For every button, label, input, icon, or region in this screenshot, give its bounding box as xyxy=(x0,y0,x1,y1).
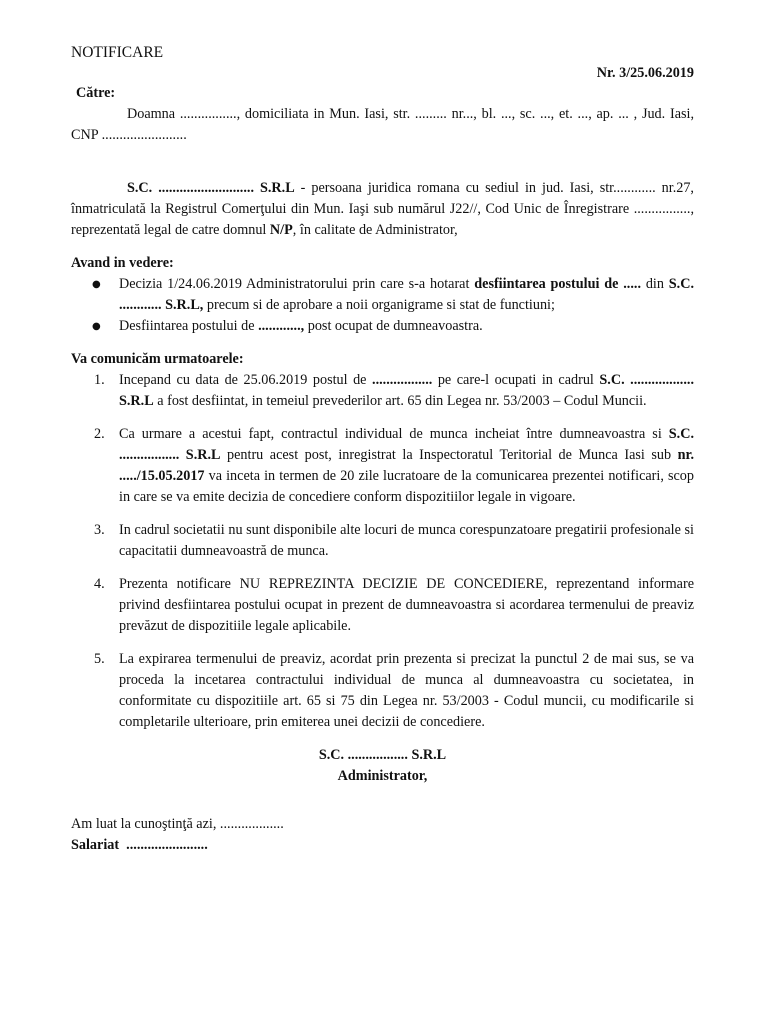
list-item: ● Decizia 1/24.06.2019 Administratorului prin care s-a hotarat desfiintarea postului de ..... din S.C. ............ S.R.L, precum si de aprobare a noii organigrame si stat de functiuni; xyxy=(92,276,695,313)
document-title: NOTIFICARE xyxy=(71,44,164,61)
acknowledgement-line: Am luat la cunoştinţă azi, .................. xyxy=(71,816,284,832)
list-item: 3. In cadrul societatii nu sunt disponibile alte locuri de munca corespunzatoare pregatirii profesionale si capacitatii dumneavoastră de munca. xyxy=(94,522,694,559)
employee-signature-dots: ....................... xyxy=(126,837,208,853)
representative-role: , în calitate de Administrator, xyxy=(292,222,458,238)
company-paragraph xyxy=(71,178,694,241)
recipient-label: Către: xyxy=(76,85,116,101)
document-number: Nr. 3/25.06.2019 xyxy=(596,65,694,81)
list-item: 5. La expirarea termenului de preaviz, acordat prin prezenta si precizat la punctul 2 de mai sus, se va proceda la incetarea contractului individual de munca al dumneavoastra cu societatea, in conformitate cu dispozitiile art. 65 si 75 din Legea nr. 53/2003 - Codul muncii, cu modificarile si completarile ulterioare, prin emiterea unei decizii de concediere. xyxy=(94,651,694,730)
company-details: - persoana juridica romana cu sediul in jud. Iasi, str............ nr.27, înmatriculată la Registrul Comerţului din Mun. Iaşi sub numărul J22//, Cod Unic de Înregistrare ................, reprezentată legal de catre domnul xyxy=(71,180,694,238)
spacer xyxy=(71,166,694,178)
signature-company: S.C. ................. S.R.L xyxy=(318,747,447,763)
list-item: 1. Incepand cu data de 25.06.2019 postul de ................. pe care-l ocupati in cadrul S.C. .................. S.R.L a fost desfiintat, in temeiul prevederilor art. 65 din Legea nr. 53/2003 – Codul Muncii. xyxy=(94,372,694,409)
addressee-text: Doamna ................, domiciliata in Mun. Iasi, str. ......... nr..., bl. ..., sc. ..., et. ..., ap. ... , Jud. Iasi, CNP ........................ xyxy=(71,106,694,143)
considering-heading: Avand in vedere: xyxy=(71,255,174,271)
employee-signature-line xyxy=(71,835,694,856)
addressee-paragraph xyxy=(71,104,694,146)
representative-name: N/P xyxy=(269,222,293,238)
considering-list xyxy=(71,274,694,337)
signature-role: Administrator, xyxy=(337,768,428,784)
spacer xyxy=(71,146,694,166)
communication-list xyxy=(71,370,694,733)
communication-heading: Va comunicăm urmatoarele: xyxy=(71,351,244,367)
list-item: 2. Ca urmare a acestui fapt, contractul individual de munca incheiat între dumneavoastra si S.C. ................. S.R.L pentru acest post, inregistrat la Inspectoratul Teritorial de Munca Iasi sub nr. ...../15.05.2017 va inceta in termen de 20 zile lucratoare de la comunicarea prezentei notificari, scop in care se va emite decizia de concediere conform dispozitiilor legale in vigoare. xyxy=(94,426,695,505)
employee-label: Salariat xyxy=(71,837,120,853)
list-item: 4. Prezenta notificare NU REPREZINTA DECIZIE DE CONCEDIERE, reprezentand informare privind desfiintarea postului ocupat in prezent de dumneavoastra si acordarea termenului de preaviz prevăzut de dispozitiile legale aplicabile. xyxy=(94,576,694,634)
list-item: ● Desfiintarea postului de ............, post ocupat de dumneavoastra. xyxy=(71,316,694,337)
bullet-icon: ● xyxy=(92,279,101,290)
company-name: S.C. ........................... S.R.L xyxy=(127,180,295,196)
bullet-icon: ● xyxy=(92,321,101,332)
